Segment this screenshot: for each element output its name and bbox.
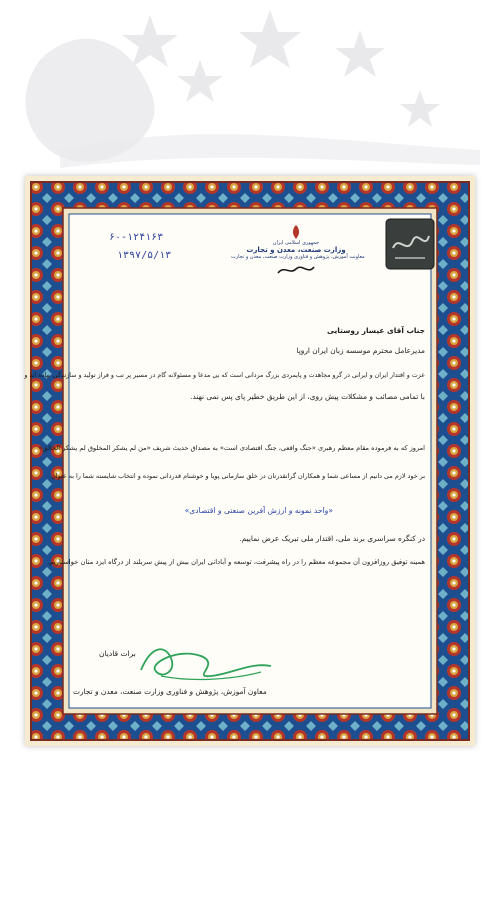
- watermark-star-icon: [177, 60, 223, 102]
- watermark-star-icon: [239, 10, 301, 68]
- watermark-star-icon: [400, 90, 440, 127]
- body-line-2: با تمامی مصائب و مشکلات پیش روی، از این طریق خطیر پای پس نمی نهند.: [190, 392, 425, 401]
- award-slogan: «واحد نمونه و ارزش آفرین صنعتی و اقتصادی»: [184, 506, 333, 515]
- closing-line-1: در کنگره سراسری برند ملی، اقتدار ملی تبریک عرض نماییم.: [239, 534, 425, 543]
- ministry-line-name: وزارت صنعت، معدن و تجارت: [246, 246, 346, 254]
- ministry-line-country: جمهوری اسلامی ایران: [272, 240, 320, 246]
- certificate: [25, 176, 475, 746]
- reference-date: ۱۳۹۷/۵/۱۳: [117, 250, 172, 261]
- closing-line-2: همینه توفیق روزافزون آن مجموعه معظم را در راه پیشرفت، توسعه و آبادانی ایران بیش از پیش سربلند از درگاه ایزد منان خواستاریم.: [47, 558, 425, 566]
- ministry-line-deputy: معاونت آموزش، پژوهش و فناوری وزارت صنعت، معدن و تجارت: [231, 254, 365, 260]
- ministry-header: [231, 224, 365, 277]
- signer-name: برات قادیان: [99, 649, 136, 658]
- body-line-3: امروز که به فرموده مقام معظم رهبری «جنگ واقعی، جنگ اقتصادی است» به مصداق حدیث شریف «من لم یشکر المخلوق لم یشکر الخالق»: [38, 444, 425, 452]
- background-watermark: [0, 0, 500, 190]
- body-line-4: بر خود لازم می دانیم از مساعی شما و همکاران گرانقدرتان در خلق سازمانی پویا و خوشنام قدردانی نموده و انتخاب شایسته شما را به عنوان: [51, 472, 425, 480]
- salutation: جناب آقای عیسار روستایی: [327, 326, 425, 335]
- signer-title: معاون آموزش، پژوهش و فناوری وزارت صنعت، معدن و تجارت: [73, 687, 267, 696]
- handwritten-signature: [131, 636, 281, 686]
- reference-number: ۶۰-۱۲۴۱۶۳: [109, 232, 164, 243]
- certificate-content: [24, 216, 429, 706]
- calligraphy-seal: [385, 218, 435, 270]
- ministry-logo-icon: [276, 263, 316, 277]
- iran-emblem-icon: [288, 224, 304, 240]
- watermark-star-icon: [335, 30, 385, 77]
- recipient-line: مدیرعامل محترم موسسه زبان ایران اروپا: [296, 346, 425, 355]
- body-line-1: عزت و اقتدار ایران و ایرانی در گرو مجاهدت و پایمردی بزرگ مردانی است که بی مدعا و مسئولانه گام در مسیر پر تب و فراز تولید و سازندگی نهاده اند و: [24, 372, 425, 379]
